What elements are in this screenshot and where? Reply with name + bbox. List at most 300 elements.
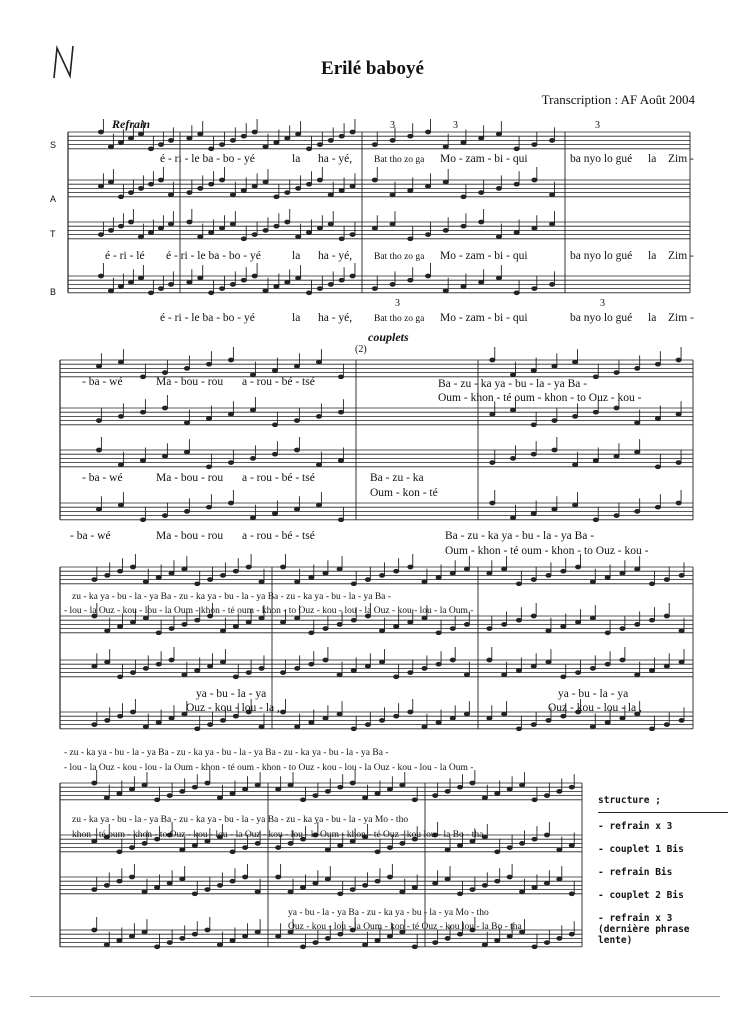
transcription-credit: Transcription : AF Août 2004	[541, 92, 695, 107]
note-head	[573, 503, 578, 507]
note-head	[96, 364, 101, 368]
note-head	[379, 574, 384, 578]
note-head	[255, 842, 260, 846]
note-head	[108, 180, 113, 184]
note-head	[182, 673, 187, 677]
note-head	[230, 139, 235, 143]
note-head	[635, 673, 640, 677]
note-head	[230, 850, 235, 854]
note-head	[496, 276, 501, 280]
note-head	[635, 421, 640, 425]
note-head	[118, 195, 123, 199]
note-head	[130, 671, 135, 675]
note-head	[323, 571, 328, 575]
structure-item: - refrain x 3	[598, 821, 673, 832]
note-head	[408, 237, 413, 241]
note-head	[168, 193, 173, 197]
note-head	[96, 448, 101, 452]
note-head	[461, 285, 466, 289]
note-head	[162, 406, 167, 410]
note-head	[117, 792, 122, 796]
lyric: ha - yé,	[318, 153, 353, 165]
note-head	[276, 846, 281, 850]
note-head	[546, 629, 551, 633]
note-head	[445, 848, 450, 852]
note-head	[317, 287, 322, 291]
note-head	[296, 187, 301, 191]
note-head	[470, 888, 475, 892]
note-head	[544, 941, 549, 945]
note-head	[655, 505, 660, 509]
note-head	[425, 233, 430, 237]
note-head	[306, 291, 311, 295]
note-head	[507, 934, 512, 938]
note-head	[98, 130, 103, 134]
note-head	[457, 932, 462, 936]
note-head	[285, 191, 290, 195]
note-head	[557, 877, 562, 881]
note-head	[425, 274, 430, 278]
note-head	[510, 408, 515, 412]
note-head	[531, 578, 536, 582]
note-head	[128, 191, 133, 195]
note-head	[233, 569, 238, 573]
note-head	[375, 939, 380, 943]
note-head	[182, 567, 187, 571]
note-head	[296, 235, 301, 239]
note-head	[263, 145, 268, 149]
note-head	[507, 875, 512, 879]
note-head	[557, 790, 562, 794]
note-head	[387, 875, 392, 879]
note-head	[496, 132, 501, 136]
note-head	[233, 625, 238, 629]
lyric: la	[292, 312, 301, 324]
note-head	[490, 358, 495, 362]
tuplet-mark: 3	[600, 298, 605, 309]
note-head	[105, 719, 110, 723]
note-head	[495, 939, 500, 943]
note-head	[295, 616, 300, 620]
note-head	[514, 291, 519, 295]
note-head	[288, 783, 293, 787]
lyric: Mo - zam - bi - qui	[440, 250, 528, 262]
note-head	[129, 787, 134, 791]
note-head	[180, 790, 185, 794]
structure-list	[598, 795, 728, 946]
lyric: ya - bu - la - ya	[196, 688, 267, 700]
note-head	[167, 881, 172, 885]
note-head	[365, 723, 370, 727]
note-head	[294, 364, 299, 368]
tuplet-mark: 3	[595, 120, 600, 131]
note-head	[350, 184, 355, 188]
note-head	[387, 787, 392, 791]
note-head	[205, 888, 210, 892]
lyric: Oum - khon - té oum - khon - to Ouz - kou -	[445, 545, 649, 557]
note-head	[118, 503, 123, 507]
lyric: Mo - zam - bi - qui	[440, 312, 528, 324]
note-head	[422, 616, 427, 620]
lyric: zu - ka ya - bu - la - ya Ba - zu - ka ya - bu - la - ya Ba - zu - ka ya - bu - la - ya Ba -	[72, 592, 391, 602]
note-head	[561, 675, 566, 679]
note-head	[129, 875, 134, 879]
note-head	[169, 658, 174, 662]
note-head	[482, 796, 487, 800]
note-head	[337, 673, 342, 677]
note-head	[443, 145, 448, 149]
note-head	[228, 461, 233, 465]
lyric: Ouz - kou - lou - la ,	[548, 702, 642, 714]
note-head	[576, 565, 581, 569]
note-head	[263, 180, 268, 184]
note-head	[205, 781, 210, 785]
note-head	[309, 631, 314, 635]
note-head	[230, 283, 235, 287]
note-head	[433, 941, 438, 945]
note-head	[184, 367, 189, 371]
note-head	[118, 625, 123, 629]
lyric: - ba - wé	[70, 530, 111, 542]
note-head	[546, 719, 551, 723]
note-head	[351, 669, 356, 673]
note-head	[313, 881, 318, 885]
note-head	[679, 574, 684, 578]
structure-heading: structure ;	[598, 795, 661, 806]
note-head	[464, 673, 469, 677]
note-head	[233, 714, 238, 718]
tuplet-mark: 3	[453, 120, 458, 131]
note-head	[250, 408, 255, 412]
note-head	[167, 941, 172, 945]
note-head	[502, 673, 507, 677]
note-head	[351, 618, 356, 622]
note-head	[118, 463, 123, 467]
note-head	[532, 143, 537, 147]
note-head	[487, 658, 492, 662]
note-head	[156, 576, 161, 580]
note-head	[520, 842, 525, 846]
note-head	[552, 419, 557, 423]
note-head	[445, 937, 450, 941]
note-head	[96, 507, 101, 511]
lyric: la	[292, 153, 301, 165]
note-head	[408, 134, 413, 138]
note-head	[272, 423, 277, 427]
note-head	[425, 130, 430, 134]
note-head	[532, 886, 537, 890]
note-head	[408, 671, 413, 675]
lyric: - zu - ka ya - bu - la - ya Ba - zu - ka ya - bu - la - ya Ba - zu - ka ya - bu - la - ya Ba -	[64, 748, 389, 758]
note-head	[206, 505, 211, 509]
note-head	[635, 450, 640, 454]
note-head	[461, 141, 466, 145]
note-head	[294, 448, 299, 452]
note-head	[169, 716, 174, 720]
note-head	[569, 892, 574, 896]
page-bottom-rule	[30, 996, 720, 997]
note-head	[219, 226, 224, 230]
note-head	[532, 798, 537, 802]
structure-item: - refrain Bis	[598, 867, 673, 878]
note-head	[206, 465, 211, 469]
lyric: ba nyo lo gué	[570, 153, 633, 165]
lyric: Bat tho zo ga	[374, 252, 425, 262]
note-head	[317, 226, 322, 230]
lyric: ha - yé,	[318, 250, 353, 262]
note-head	[433, 794, 438, 798]
note-head	[620, 716, 625, 720]
note-head	[129, 934, 134, 938]
note-head	[158, 226, 163, 230]
note-head	[143, 580, 148, 584]
note-head	[168, 139, 173, 143]
note-head	[379, 660, 384, 664]
note-head	[118, 714, 123, 718]
lyric: é - ri - le ba - bo - yé	[160, 312, 255, 324]
note-head	[323, 658, 328, 662]
note-head	[614, 371, 619, 375]
note-head	[590, 580, 595, 584]
note-head	[206, 362, 211, 366]
note-head	[502, 712, 507, 716]
note-head	[328, 222, 333, 226]
note-head	[544, 881, 549, 885]
note-head	[593, 410, 598, 414]
note-head	[655, 417, 660, 421]
note-head	[306, 231, 311, 235]
note-head	[635, 510, 640, 514]
note-head	[365, 664, 370, 668]
note-head	[479, 191, 484, 195]
note-head	[605, 631, 610, 635]
note-head	[614, 514, 619, 518]
note-head	[276, 934, 281, 938]
note-head	[496, 235, 501, 239]
note-head	[217, 943, 222, 947]
note-head	[243, 934, 248, 938]
note-head	[531, 452, 536, 456]
note-head	[129, 846, 134, 850]
note-head	[520, 890, 525, 894]
note-head	[614, 454, 619, 458]
note-head	[316, 415, 321, 419]
lyric: Ba - zu - ka ya - bu - la - ya Ba -	[445, 530, 595, 542]
note-head	[338, 459, 343, 463]
note-head	[142, 930, 147, 934]
note-head	[208, 578, 213, 582]
note-head	[309, 576, 314, 580]
note-head	[219, 143, 224, 147]
lyric: Zim -	[668, 153, 694, 165]
note-head	[479, 220, 484, 224]
section-couplets: couplets	[368, 330, 409, 344]
note-head	[276, 875, 281, 879]
note-head	[375, 879, 380, 883]
note-head	[300, 886, 305, 890]
note-head	[433, 881, 438, 885]
note-head	[532, 837, 537, 841]
note-head	[140, 518, 145, 522]
note-head	[550, 283, 555, 287]
lyric: é - ri - le ba - bo - yé	[160, 153, 255, 165]
lyric: Mo - zam - bi - qui	[440, 153, 528, 165]
note-head	[502, 623, 507, 627]
note-head	[676, 358, 681, 362]
note-head	[105, 629, 110, 633]
note-head	[285, 220, 290, 224]
lyric: ha - yé,	[318, 312, 353, 324]
note-head	[338, 932, 343, 936]
note-head	[325, 937, 330, 941]
note-head	[104, 884, 109, 888]
note-head	[306, 147, 311, 151]
note-head	[412, 945, 417, 949]
note-head	[649, 618, 654, 622]
note-head	[180, 937, 185, 941]
note-head	[316, 503, 321, 507]
note-head	[104, 796, 109, 800]
note-head	[205, 928, 210, 932]
note-head	[502, 567, 507, 571]
note-head	[228, 501, 233, 505]
note-head	[372, 287, 377, 291]
note-head	[294, 507, 299, 511]
structure-item: - couplet 1 Bis	[598, 844, 684, 855]
lyric: ba nyo lo gué	[570, 312, 633, 324]
note-head	[649, 582, 654, 586]
note-head	[457, 785, 462, 789]
note-head	[338, 410, 343, 414]
note-head	[230, 193, 235, 197]
note-head	[464, 712, 469, 716]
note-head	[590, 725, 595, 729]
note-head	[676, 412, 681, 416]
lyric: la	[648, 153, 657, 165]
lyric: é - ri - lé	[105, 250, 145, 262]
note-head	[156, 631, 161, 635]
note-head	[148, 182, 153, 186]
note-head	[104, 943, 109, 947]
note-head	[408, 620, 413, 624]
note-head	[317, 143, 322, 147]
note-head	[422, 580, 427, 584]
note-head	[195, 618, 200, 622]
lyric: Ouz - kou - lou - la Oum - kon - té Ouz - kou lou - la Bo - tha	[288, 922, 522, 932]
note-head	[561, 625, 566, 629]
note-head	[422, 725, 427, 729]
note-head	[436, 721, 441, 725]
note-head	[295, 667, 300, 671]
note-head	[464, 567, 469, 571]
note-head	[142, 783, 147, 787]
voice-label-t: T	[50, 229, 56, 239]
note-head	[495, 850, 500, 854]
note-head	[274, 224, 279, 228]
note-head	[408, 710, 413, 714]
note-head	[220, 629, 225, 633]
note-head	[390, 193, 395, 197]
note-head	[98, 233, 103, 237]
note-head	[464, 623, 469, 627]
note-head	[156, 721, 161, 725]
note-head	[148, 231, 153, 235]
note-head	[532, 226, 537, 230]
note-head	[664, 723, 669, 727]
note-head	[143, 725, 148, 729]
note-head	[118, 141, 123, 145]
note-head	[169, 627, 174, 631]
note-head	[272, 512, 277, 516]
note-head	[576, 671, 581, 675]
note-head	[233, 675, 238, 679]
note-head	[510, 457, 515, 461]
note-head	[490, 501, 495, 505]
note-head	[375, 850, 380, 854]
note-head	[148, 147, 153, 151]
note-head	[372, 178, 377, 182]
note-head	[117, 850, 122, 854]
note-head	[363, 943, 368, 947]
note-head	[516, 582, 521, 586]
note-head	[605, 662, 610, 666]
note-head	[546, 660, 551, 664]
note-head	[259, 667, 264, 671]
note-head	[184, 450, 189, 454]
note-head	[400, 842, 405, 846]
note-head	[510, 373, 515, 377]
note-head	[552, 507, 557, 511]
note-head	[306, 182, 311, 186]
note-head	[220, 574, 225, 578]
note-head	[412, 798, 417, 802]
note-head	[573, 463, 578, 467]
lyric: Ba - zu - ka	[370, 472, 424, 484]
note-head	[593, 459, 598, 463]
note-head	[98, 274, 103, 278]
note-head	[162, 514, 167, 518]
note-head	[443, 180, 448, 184]
note-head	[155, 945, 160, 949]
note-head	[350, 233, 355, 237]
note-head	[655, 362, 660, 366]
note-head	[209, 147, 214, 151]
note-head	[313, 794, 318, 798]
note-head	[92, 888, 97, 892]
note-head	[514, 231, 519, 235]
note-head	[569, 844, 574, 848]
note-head	[593, 518, 598, 522]
note-head	[130, 565, 135, 569]
note-head	[445, 877, 450, 881]
note-head	[280, 710, 285, 714]
note-head	[184, 510, 189, 514]
note-head	[230, 222, 235, 226]
note-head	[92, 578, 97, 582]
lyric: é - ri - le ba - bo - yé	[166, 250, 261, 262]
note-head	[169, 571, 174, 575]
note-head	[552, 364, 557, 368]
note-head	[272, 452, 277, 456]
note-head	[679, 719, 684, 723]
note-head	[285, 136, 290, 140]
note-head	[516, 618, 521, 622]
note-head	[263, 229, 268, 233]
note-head	[313, 941, 318, 945]
note-head	[250, 457, 255, 461]
note-head	[550, 222, 555, 226]
note-head	[546, 574, 551, 578]
